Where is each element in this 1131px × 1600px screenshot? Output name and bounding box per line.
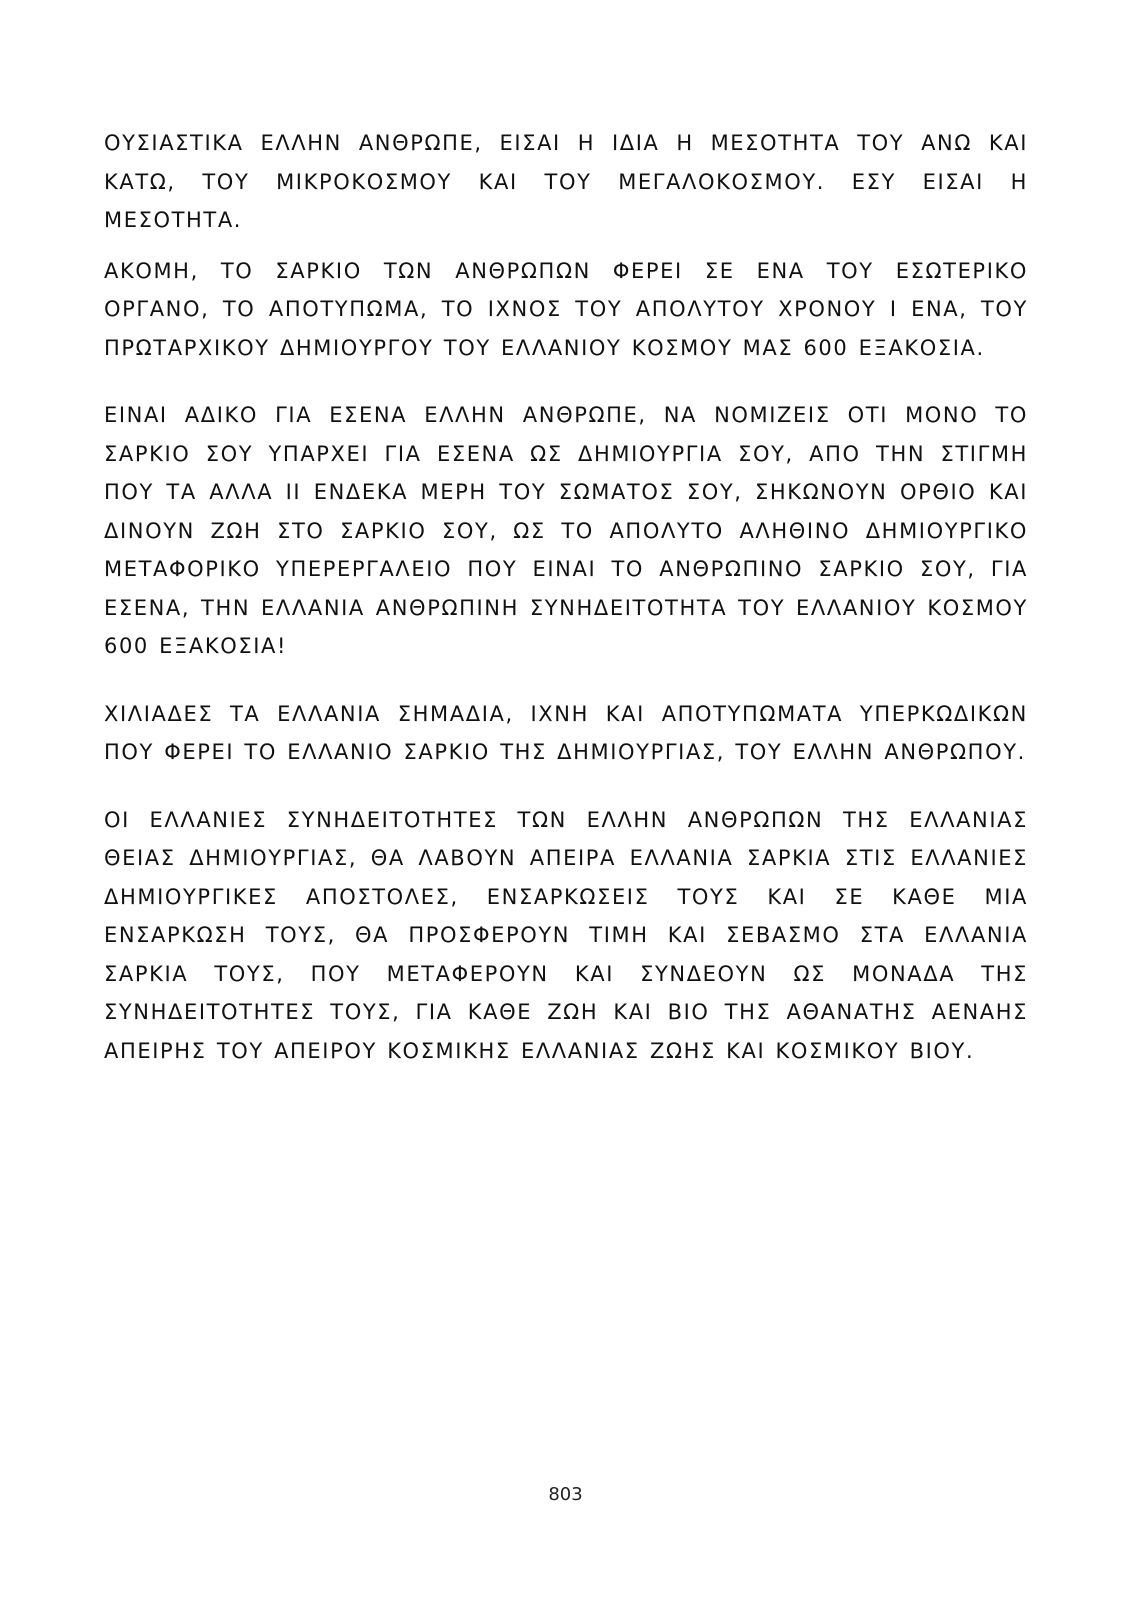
paragraph: ΟΥΣΙΑΣΤΙΚΑ ΕΛΛΗΝ ΑΝΘΡΩΠΕ, ΕΙΣΑΙ Η ΙΔΙΑ Η ΜΕΣΟΤΗΤΑ ΤΟΥ ΑΝΩ ΚΑΙ ΚΑΤΩ, ΤΟΥ ΜΙΚΡΟΚΟΣΜΟΥ ΚΑΙ ΤΟΥ ΜΕΓΑΛΟΚΟΣΜΟΥ. ΕΣΥ ΕΙΣΑΙ Η ΜΕΣΟΤΗΤΑ. bbox=[104, 131, 1028, 232]
document-body bbox=[104, 124, 1028, 1070]
paragraph: ΑΚΟΜΗ, ΤΟ ΣΑΡΚΙΟ ΤΩΝ ΑΝΘΡΩΠΩΝ ΦΕΡΕΙ ΣΕ ΕΝΑ ΤΟΥ ΕΣΩΤΕΡΙΚΟ ΟΡΓΑΝΟ, ΤΟ ΑΠΟΤΥΠΩΜΑ, ΤΟ ΙΧΝΟΣ ΤΟΥ ΑΠΟΛΥΤΟΥ ΧΡΟΝΟΥ Ι ΕΝΑ, ΤΟΥ ΠΡΩΤΑΡΧΙΚΟΥ ΔΗΜΙΟΥΡΓΟΥ ΤΟΥ ΕΛΛΑΝΙΟΥ ΚΟΣΜΟΥ ΜΑΣ 600 ΕΞΑΚΟΣΙΑ. bbox=[104, 258, 1028, 360]
page-number: 803 bbox=[548, 1484, 583, 1505]
paragraph: ΕΙΝΑΙ ΑΔΙΚΟ ΓΙΑ ΕΣΕΝΑ ΕΛΛΗΝ ΑΝΘΡΩΠΕ, ΝΑ ΝΟΜΙΖΕΙΣ ΟΤΙ ΜΟΝΟ ΤΟ ΣΑΡΚΙΟ ΣΟΥ ΥΠΑΡΧΕΙ ΓΙΑ ΕΣΕΝΑ ΩΣ ΔΗΜΙΟΥΡΓΙΑ ΣΟΥ, ΑΠΟ ΤΗΝ ΣΤΙΓΜΗ ΠΟΥ ΤΑ ΑΛΛΑ ΙΙ ΕΝΔΕΚΑ ΜΕΡΗ ΤΟΥ ΣΩΜΑΤΟΣ ΣΟΥ, ΣΗΚΩΝΟΥΝ ΟΡΘΙΟ ΚΑΙ ΔΙΝΟΥΝ ΖΩΗ ΣΤΟ ΣΑΡΚΙΟ ΣΟΥ, ΩΣ ΤΟ ΑΠΟΛΥΤΟ ΑΛΗΘΙΝΟ ΔΗΜΙΟΥΡΓΙΚΟ ΜΕΤΑΦΟΡΙΚΟ ΥΠΕΡΕΡΓΑΛΕΙΟ ΠΟΥ ΕΙΝΑΙ ΤΟ ΑΝΘΡΩΠΙΝΟ ΣΑΡΚΙΟ ΣΟΥ, ΓΙΑ ΕΣΕΝΑ, ΤΗΝ ΕΛΛΑΝΙΑ ΑΝΘΡΩΠΙΝΗ ΣΥΝΗΔΕΙΤΟΤΗΤΑ ΤΟΥ ΕΛΛΑΝΙΟΥ ΚΟΣΜΟΥ 600 ΕΞΑΚΟΣΙΑ! bbox=[104, 403, 1028, 658]
paragraph: ΟΙ ΕΛΛΑΝΙΕΣ ΣΥΝΗΔΕΙΤΟΤΗΤΕΣ ΤΩΝ ΕΛΛΗΝ ΑΝΘΡΩΠΩΝ ΤΗΣ ΕΛΛΑΝΙΑΣ ΘΕΙΑΣ ΔΗΜΙΟΥΡΓΙΑΣ, ΘΑ ΛΑΒΟΥΝ ΑΠΕΙΡΑ ΕΛΛΑΝΙΑ ΣΑΡΚΙΑ ΣΤΙΣ ΕΛΛΑΝΙΕΣ ΔΗΜΙΟΥΡΓΙΚΕΣ ΑΠΟΣΤΟΛΕΣ, ΕΝΣΑΡΚΩΣΕΙΣ ΤΟΥΣ ΚΑΙ ΣΕ ΚΑΘΕ ΜΙΑ ΕΝΣΑΡΚΩΣΗ ΤΟΥΣ, ΘΑ ΠΡΟΣΦΕΡΟΥΝ ΤΙΜΗ ΚΑΙ ΣΕΒΑΣΜΟ ΣΤΑ ΕΛΛΑΝΙΑ ΣΑΡΚΙΑ ΤΟΥΣ, ΠΟΥ ΜΕΤΑΦΕΡΟΥΝ ΚΑΙ ΣΥΝΔΕΟΥΝ ΩΣ ΜΟΝΑΔΑ ΤΗΣ ΣΥΝΗΔΕΙΤΟΤΗΤΕΣ ΤΟΥΣ, ΓΙΑ ΚΑΘΕ ΖΩΗ ΚΑΙ ΒΙΟ ΤΗΣ ΑΘΑΝΑΤΗΣ ΑΕΝΑΗΣ ΑΠΕΙΡΗΣ ΤΟΥ ΑΠΕΙΡΟΥ ΚΟΣΜΙΚΗΣ ΕΛΛΑΝΙΑΣ ΖΩΗΣ ΚΑΙ ΚΟΣΜΙΚΟΥ ΒΙΟΥ. bbox=[104, 807, 1028, 1063]
paragraph: ΧΙΛΙΑΔΕΣ ΤΑ ΕΛΛΑΝΙΑ ΣΗΜΑΔΙΑ, ΙΧΝΗ ΚΑΙ ΑΠΟΤΥΠΩΜΑΤΑ ΥΠΕΡΚΩΔΙΚΩΝ ΠΟΥ ΦΕΡΕΙ ΤΟ ΕΛΛΑΝΙΟ ΣΑΡΚΙΟ ΤΗΣ ΔΗΜΙΟΥΡΓΙΑΣ, ΤΟΥ ΕΛΛΗΝ ΑΝΘΡΩΠΟΥ. bbox=[104, 701, 1028, 764]
